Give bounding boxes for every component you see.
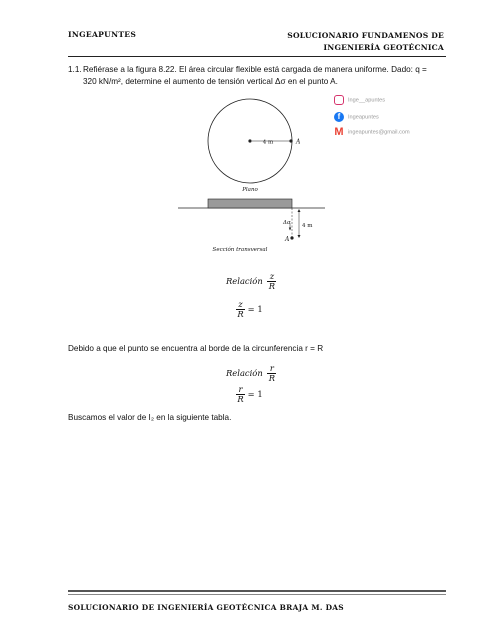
relation-r-over-r <box>226 364 276 383</box>
fraction-denominator: R <box>268 373 276 383</box>
relation-z-over-r <box>226 272 276 291</box>
footer-divider-thin <box>68 594 446 595</box>
gmail-icon: M <box>334 126 344 138</box>
fraction-denominator: R <box>268 281 276 291</box>
fraction-numerator: z <box>238 299 243 309</box>
depth-label: 4 m <box>302 223 313 229</box>
email-address: ingeapuntes@gmail.com <box>348 129 410 136</box>
footer-divider-thick <box>68 590 446 592</box>
fraction-numerator: r <box>269 363 274 373</box>
point-a-label-section: A <box>285 236 290 243</box>
fraction-numerator: r <box>238 384 243 394</box>
facebook-handle: Ingeapuntes <box>348 114 379 121</box>
problem-line-2: 320 kN/m², determine el aumento de tensión vertical Δσ en el punto A. <box>83 77 338 86</box>
point-a-section <box>290 236 293 239</box>
equation-z-over-r <box>234 300 263 319</box>
delta-sigma-label: Δσ <box>283 220 291 226</box>
point-a-label-plan: A <box>296 138 301 146</box>
instagram-handle: Inge__apuntes <box>348 97 386 104</box>
search-sentence: Buscamos el valor de I₂ en la siguiente tabla. <box>68 413 232 422</box>
header-right-title: SOLUCIONARIO FUNDAMENOS DE INGENIERÍA GEOTÉCNICA <box>287 31 444 52</box>
center-dot <box>248 139 251 142</box>
equation-r-over-r <box>234 385 263 404</box>
instagram-icon <box>334 95 344 105</box>
radius-label: 4 m <box>262 139 274 146</box>
equation-rhs-1: = 1 <box>247 304 263 314</box>
footing-load <box>208 199 292 208</box>
section-caption: Sección transversal <box>212 247 268 253</box>
fraction-denominator: R <box>237 309 244 319</box>
problem-line-1: Refiérase a la figura 8.22. El área circular flexible está cargada de manera uniforme. Dado: q = <box>83 65 427 74</box>
instagram-link[interactable] <box>334 95 385 105</box>
email-link[interactable] <box>334 127 410 137</box>
footer-title: SOLUCIONARIO DE INGENIERÍA GEOTÉCNICA BRAJA M. DAS <box>68 603 344 612</box>
facebook-icon: f <box>334 112 344 122</box>
figure-8-22 <box>170 96 330 256</box>
facebook-link[interactable] <box>334 112 379 122</box>
header-divider <box>68 56 446 57</box>
header-left-title: INGEAPUNTES <box>68 30 137 39</box>
fraction-numerator: z <box>269 271 275 281</box>
point-a-plan <box>289 139 292 142</box>
fraction-denominator: R <box>237 394 244 404</box>
problem-statement <box>68 64 448 88</box>
plan-caption: Plano <box>242 187 258 193</box>
problem-number: 1.1. <box>68 65 82 74</box>
equation-rhs-2: = 1 <box>247 389 263 399</box>
relation-word-2: Relación <box>226 368 263 378</box>
relation-word-1: Relación <box>226 276 263 286</box>
border-sentence: Debido a que el punto se encuentra al borde de la circunferencia r = R <box>68 344 324 353</box>
